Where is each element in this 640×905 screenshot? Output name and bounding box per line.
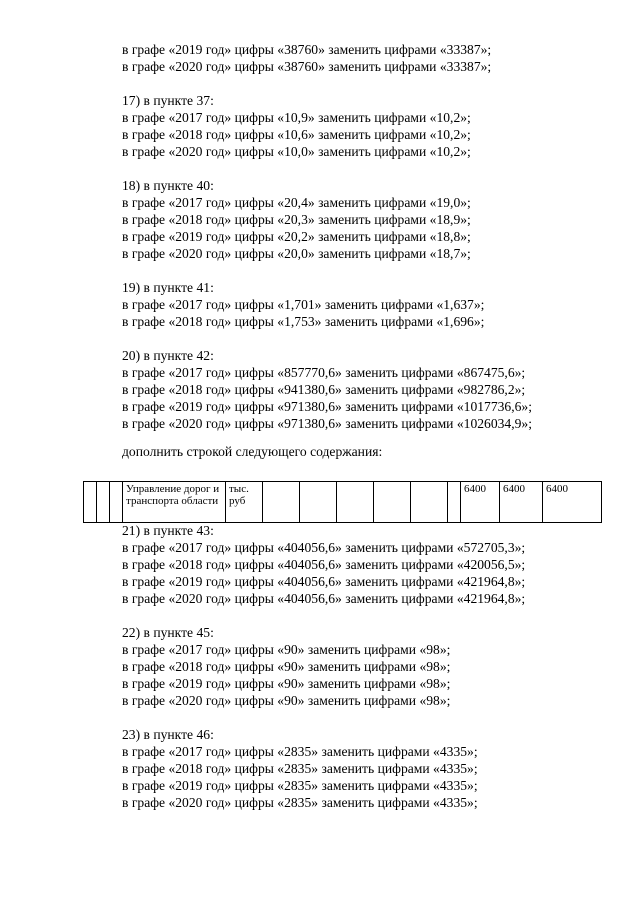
text-line: в графе «2017 год» цифры «20,4» заменить цифрами «19,0»; <box>122 195 471 210</box>
text-line: в графе «2017 год» цифры «404056,6» заменить цифрами «572705,3»; <box>122 540 526 555</box>
table-cell <box>374 482 411 523</box>
item-heading: 21) в пункте 43: <box>122 523 214 538</box>
item-23 <box>122 726 622 811</box>
text-line: в графе «2020 год» цифры «90» заменить цифрами «98»; <box>122 693 451 708</box>
text-line: в графе «2020 год» цифры «38760» заменить цифрами «33387»; <box>122 59 492 74</box>
text-line: в графе «2017 год» цифры «90» заменить цифрами «98»; <box>122 642 451 657</box>
table-cell <box>300 482 337 523</box>
text-line: в графе «2019 год» цифры «404056,6» заменить цифрами «421964,8»; <box>122 574 526 589</box>
added-table-row <box>83 481 602 523</box>
value-cell: 6400 <box>543 482 602 523</box>
item-18 <box>122 177 622 262</box>
value-cell: 6400 <box>461 482 500 523</box>
item-20 <box>122 347 622 432</box>
item-heading: 19) в пункте 41: <box>122 280 214 295</box>
text-line: в графе «2018 год» цифры «10,6» заменить цифрами «10,2»; <box>122 127 471 142</box>
text-line: в графе «2020 год» цифры «20,0» заменить цифрами «18,7»; <box>122 246 471 261</box>
text-line: в графе «2020 год» цифры «2835» заменить цифрами «4335»; <box>122 795 478 810</box>
item-heading: 17) в пункте 37: <box>122 93 214 108</box>
text-line: в графе «2017 год» цифры «1,701» заменить цифрами «1,637»; <box>122 297 485 312</box>
text-line: в графе «2017 год» цифры «10,9» заменить цифрами «10,2»; <box>122 110 471 125</box>
document-page <box>122 41 622 828</box>
item-21 <box>122 522 622 607</box>
text-line: в графе «2019 год» цифры «971380,6» заменить цифрами «1017736,6»; <box>122 399 532 414</box>
item-heading: 23) в пункте 46: <box>122 727 214 742</box>
table-cell <box>110 482 123 523</box>
table-cell <box>263 482 300 523</box>
item-heading: 22) в пункте 45: <box>122 625 214 640</box>
text-line: в графе «2019 год» цифры «90» заменить цифрами «98»; <box>122 676 451 691</box>
text-line: в графе «2020 год» цифры «971380,6» заменить цифрами «1026034,9»; <box>122 416 532 431</box>
item-22 <box>122 624 622 709</box>
table-cell <box>411 482 448 523</box>
table-cell <box>97 482 110 523</box>
text-line: в графе «2018 год» цифры «20,3» заменить цифрами «18,9»; <box>122 212 471 227</box>
table-cell <box>448 482 461 523</box>
unit-cell: тыс. руб <box>226 482 263 523</box>
item-heading: 20) в пункте 42: <box>122 348 214 363</box>
text-line: в графе «2018 год» цифры «1,753» заменить цифрами «1,696»; <box>122 314 485 329</box>
intro-block <box>122 41 622 75</box>
text-line: в графе «2019 год» цифры «38760» заменить цифрами «33387»; <box>122 42 492 57</box>
text-line: в графе «2017 год» цифры «857770,6» заменить цифрами «867475,6»; <box>122 365 526 380</box>
text-line: в графе «2019 год» цифры «20,2» заменить цифрами «18,8»; <box>122 229 471 244</box>
table-cell <box>84 482 97 523</box>
text-line: в графе «2020 год» цифры «10,0» заменить цифрами «10,2»; <box>122 144 471 159</box>
text-line: в графе «2020 год» цифры «404056,6» заменить цифрами «421964,8»; <box>122 591 526 606</box>
add-row-instruction: дополнить строкой следующего содержания: <box>122 444 383 459</box>
item-19 <box>122 279 622 330</box>
text-line: в графе «2018 год» цифры «2835» заменить цифрами «4335»; <box>122 761 478 776</box>
item-17 <box>122 92 622 160</box>
text-line: в графе «2019 год» цифры «2835» заменить цифрами «4335»; <box>122 778 478 793</box>
item-heading: 18) в пункте 40: <box>122 178 214 193</box>
table-cell <box>337 482 374 523</box>
organization-cell: Управление дорог и транспорта области <box>123 482 226 523</box>
text-line: в графе «2017 год» цифры «2835» заменить цифрами «4335»; <box>122 744 478 759</box>
text-line: в графе «2018 год» цифры «941380,6» заменить цифрами «982786,2»; <box>122 382 526 397</box>
text-line: в графе «2018 год» цифры «404056,6» заменить цифрами «420056,5»; <box>122 557 526 572</box>
table-row <box>84 482 602 523</box>
value-cell: 6400 <box>500 482 543 523</box>
text-line: в графе «2018 год» цифры «90» заменить цифрами «98»; <box>122 659 451 674</box>
